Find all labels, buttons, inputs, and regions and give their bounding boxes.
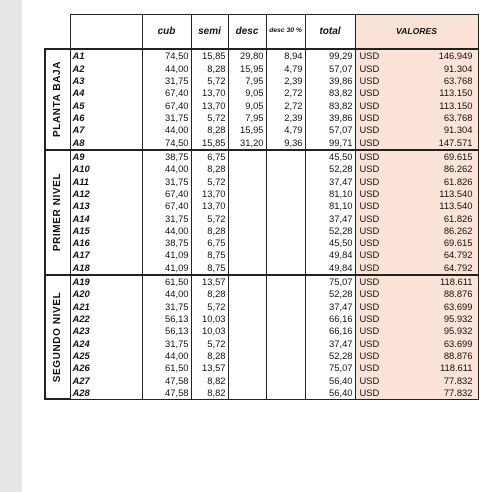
desc-cell: 31,20 bbox=[228, 136, 266, 149]
desc-cell bbox=[228, 261, 266, 274]
table-row bbox=[45, 163, 478, 175]
unit-code-cell: A8 bbox=[70, 136, 142, 149]
desc30-cell: 8,94 bbox=[266, 49, 305, 62]
semi-cell: 13,70 bbox=[191, 99, 228, 111]
header-nivel-blank bbox=[45, 15, 70, 50]
desc30-cell: 2,39 bbox=[266, 75, 305, 87]
currency-cell: USD bbox=[355, 124, 400, 136]
unit-code-cell: A1 bbox=[70, 49, 142, 62]
currency-cell: USD bbox=[355, 75, 400, 87]
total-cell: 81,10 bbox=[305, 187, 355, 199]
cub-cell: 47,58 bbox=[142, 386, 191, 399]
unit-code-cell: A5 bbox=[70, 99, 142, 111]
table-row bbox=[45, 288, 478, 300]
floor-level-label: SEGUNDO NIVEL bbox=[51, 291, 63, 383]
price-value-cell: 64.792 bbox=[400, 249, 478, 261]
page-edge-shadow bbox=[0, 0, 22, 492]
currency-cell: USD bbox=[355, 362, 400, 374]
floor-level-label: PRIMER NIVEL bbox=[51, 172, 63, 252]
floor-level-label-cell bbox=[45, 150, 70, 275]
price-value-cell: 91.304 bbox=[400, 124, 478, 136]
semi-cell: 8,28 bbox=[191, 288, 228, 300]
price-value-cell: 64.792 bbox=[400, 261, 478, 274]
total-cell: 39,86 bbox=[305, 112, 355, 124]
table-row bbox=[45, 150, 478, 163]
total-cell: 57,07 bbox=[305, 62, 355, 74]
desc-cell bbox=[228, 150, 266, 163]
price-value-cell: 86.262 bbox=[400, 163, 478, 175]
table-row bbox=[45, 112, 478, 124]
semi-cell: 5,72 bbox=[191, 300, 228, 312]
header-valores: VALORES bbox=[355, 15, 478, 50]
price-value-cell: 77.832 bbox=[400, 386, 478, 399]
table-row bbox=[45, 224, 478, 236]
unit-code-cell: A17 bbox=[70, 249, 142, 261]
desc30-cell: 2,39 bbox=[266, 112, 305, 124]
currency-cell: USD bbox=[355, 136, 400, 149]
table-row bbox=[45, 75, 478, 87]
unit-code-cell: A23 bbox=[70, 325, 142, 337]
currency-cell: USD bbox=[355, 212, 400, 224]
total-cell: 52,28 bbox=[305, 350, 355, 362]
price-value-cell: 146.949 bbox=[400, 49, 478, 62]
unit-code-cell: A9 bbox=[70, 150, 142, 163]
desc30-cell: 4,79 bbox=[266, 124, 305, 136]
semi-cell: 13,57 bbox=[191, 275, 228, 288]
header-cub: cub bbox=[142, 15, 191, 50]
price-value-cell: 113.540 bbox=[400, 187, 478, 199]
currency-cell: USD bbox=[355, 275, 400, 288]
desc30-cell bbox=[266, 300, 305, 312]
desc-cell bbox=[228, 249, 266, 261]
currency-cell: USD bbox=[355, 163, 400, 175]
price-value-cell: 118.611 bbox=[400, 362, 478, 374]
cub-cell: 38,75 bbox=[142, 150, 191, 163]
unit-code-cell: A27 bbox=[70, 374, 142, 386]
desc30-cell: 9,36 bbox=[266, 136, 305, 149]
table-row bbox=[45, 362, 478, 374]
table-row bbox=[45, 350, 478, 362]
table-row bbox=[45, 374, 478, 386]
desc30-cell bbox=[266, 200, 305, 212]
table-row bbox=[45, 237, 478, 249]
desc-cell: 15,95 bbox=[228, 62, 266, 74]
cub-cell: 31,75 bbox=[142, 175, 191, 187]
unit-price-table bbox=[44, 14, 479, 400]
semi-cell: 5,72 bbox=[191, 112, 228, 124]
header-semi: semi bbox=[191, 15, 228, 50]
total-cell: 83,82 bbox=[305, 99, 355, 111]
price-value-cell: 113.540 bbox=[400, 200, 478, 212]
semi-cell: 5,72 bbox=[191, 75, 228, 87]
cub-cell: 47,58 bbox=[142, 374, 191, 386]
unit-code-cell: A7 bbox=[70, 124, 142, 136]
desc30-cell bbox=[266, 275, 305, 288]
desc30-cell bbox=[266, 350, 305, 362]
desc30-cell bbox=[266, 337, 305, 349]
table-body bbox=[45, 49, 478, 399]
semi-cell: 8,82 bbox=[191, 386, 228, 399]
unit-code-cell: A3 bbox=[70, 75, 142, 87]
currency-cell: USD bbox=[355, 112, 400, 124]
semi-cell: 8,28 bbox=[191, 62, 228, 74]
table-row bbox=[45, 325, 478, 337]
semi-cell: 8,82 bbox=[191, 374, 228, 386]
cub-cell: 31,75 bbox=[142, 300, 191, 312]
desc30-cell bbox=[266, 175, 305, 187]
pricing-spreadsheet bbox=[44, 14, 477, 456]
table-row bbox=[45, 261, 478, 274]
desc-cell bbox=[228, 350, 266, 362]
cub-cell: 38,75 bbox=[142, 237, 191, 249]
currency-cell: USD bbox=[355, 150, 400, 163]
total-cell: 49,84 bbox=[305, 249, 355, 261]
total-cell: 49,84 bbox=[305, 261, 355, 274]
header-unit bbox=[70, 15, 142, 50]
semi-cell: 8,75 bbox=[191, 261, 228, 274]
unit-code-cell: A26 bbox=[70, 362, 142, 374]
currency-cell: USD bbox=[355, 200, 400, 212]
total-cell: 37,47 bbox=[305, 300, 355, 312]
unit-code-cell: A19 bbox=[70, 275, 142, 288]
cub-cell: 74,50 bbox=[142, 136, 191, 149]
table-row bbox=[45, 249, 478, 261]
cub-cell: 67,40 bbox=[142, 99, 191, 111]
total-cell: 56,40 bbox=[305, 374, 355, 386]
table-row bbox=[45, 136, 478, 149]
total-cell: 66,16 bbox=[305, 313, 355, 325]
desc30-cell bbox=[266, 288, 305, 300]
cub-cell: 31,75 bbox=[142, 212, 191, 224]
currency-cell: USD bbox=[355, 337, 400, 349]
unit-code-cell: A6 bbox=[70, 112, 142, 124]
unit-code-cell: A2 bbox=[70, 62, 142, 74]
price-value-cell: 61.826 bbox=[400, 212, 478, 224]
desc-cell bbox=[228, 313, 266, 325]
table-row bbox=[45, 337, 478, 349]
unit-code-cell: A21 bbox=[70, 300, 142, 312]
currency-cell: USD bbox=[355, 187, 400, 199]
cub-cell: 56,13 bbox=[142, 313, 191, 325]
currency-cell: USD bbox=[355, 175, 400, 187]
currency-cell: USD bbox=[355, 300, 400, 312]
price-value-cell: 69.615 bbox=[400, 237, 478, 249]
desc30-cell: 2,72 bbox=[266, 99, 305, 111]
desc30-cell: 4,79 bbox=[266, 62, 305, 74]
semi-cell: 13,70 bbox=[191, 187, 228, 199]
desc30-cell bbox=[266, 163, 305, 175]
table-row bbox=[45, 124, 478, 136]
unit-code-cell: A16 bbox=[70, 237, 142, 249]
desc-cell: 15,95 bbox=[228, 124, 266, 136]
price-value-cell: 95.932 bbox=[400, 325, 478, 337]
currency-cell: USD bbox=[355, 49, 400, 62]
floor-level-label-cell bbox=[45, 49, 70, 150]
total-cell: 52,28 bbox=[305, 163, 355, 175]
total-cell: 45,50 bbox=[305, 237, 355, 249]
cub-cell: 44,00 bbox=[142, 163, 191, 175]
semi-cell: 10,03 bbox=[191, 313, 228, 325]
desc30-cell bbox=[266, 313, 305, 325]
currency-cell: USD bbox=[355, 261, 400, 274]
unit-code-cell: A28 bbox=[70, 386, 142, 399]
desc-cell bbox=[228, 362, 266, 374]
cub-cell: 61,50 bbox=[142, 275, 191, 288]
cub-cell: 56,13 bbox=[142, 325, 191, 337]
table-row bbox=[45, 62, 478, 74]
semi-cell: 8,28 bbox=[191, 163, 228, 175]
currency-cell: USD bbox=[355, 62, 400, 74]
price-value-cell: 63.768 bbox=[400, 75, 478, 87]
unit-code-cell: A20 bbox=[70, 288, 142, 300]
table-row bbox=[45, 99, 478, 111]
cub-cell: 74,50 bbox=[142, 49, 191, 62]
desc-cell bbox=[228, 224, 266, 236]
currency-cell: USD bbox=[355, 313, 400, 325]
total-cell: 66,16 bbox=[305, 325, 355, 337]
table-row bbox=[45, 313, 478, 325]
cub-cell: 67,40 bbox=[142, 87, 191, 99]
total-cell: 99,29 bbox=[305, 49, 355, 62]
cub-cell: 44,00 bbox=[142, 62, 191, 74]
price-value-cell: 63.699 bbox=[400, 300, 478, 312]
table-row bbox=[45, 212, 478, 224]
desc-cell: 7,95 bbox=[228, 112, 266, 124]
header-desc: desc bbox=[228, 15, 266, 50]
unit-code-cell: A4 bbox=[70, 87, 142, 99]
unit-code-cell: A18 bbox=[70, 261, 142, 274]
currency-cell: USD bbox=[355, 325, 400, 337]
desc-cell bbox=[228, 212, 266, 224]
total-cell: 56,40 bbox=[305, 386, 355, 399]
total-cell: 39,86 bbox=[305, 75, 355, 87]
price-value-cell: 91.304 bbox=[400, 62, 478, 74]
table-row bbox=[45, 200, 478, 212]
total-cell: 75,07 bbox=[305, 275, 355, 288]
cub-cell: 44,00 bbox=[142, 288, 191, 300]
desc-cell bbox=[228, 275, 266, 288]
price-value-cell: 88.876 bbox=[400, 350, 478, 362]
unit-code-cell: A15 bbox=[70, 224, 142, 236]
semi-cell: 13,57 bbox=[191, 362, 228, 374]
unit-code-cell: A22 bbox=[70, 313, 142, 325]
total-cell: 37,47 bbox=[305, 175, 355, 187]
desc-cell bbox=[228, 300, 266, 312]
desc-cell bbox=[228, 288, 266, 300]
header-total: total bbox=[305, 15, 355, 50]
semi-cell: 5,72 bbox=[191, 175, 228, 187]
semi-cell: 8,28 bbox=[191, 224, 228, 236]
desc-cell bbox=[228, 337, 266, 349]
unit-code-cell: A25 bbox=[70, 350, 142, 362]
semi-cell: 15,85 bbox=[191, 136, 228, 149]
price-value-cell: 61.826 bbox=[400, 175, 478, 187]
desc-cell: 9,05 bbox=[228, 99, 266, 111]
semi-cell: 6,75 bbox=[191, 150, 228, 163]
cub-cell: 44,00 bbox=[142, 224, 191, 236]
cub-cell: 44,00 bbox=[142, 124, 191, 136]
cub-cell: 67,40 bbox=[142, 200, 191, 212]
price-value-cell: 113.150 bbox=[400, 87, 478, 99]
desc30-cell bbox=[266, 237, 305, 249]
unit-code-cell: A13 bbox=[70, 200, 142, 212]
cub-cell: 31,75 bbox=[142, 337, 191, 349]
semi-cell: 5,72 bbox=[191, 212, 228, 224]
currency-cell: USD bbox=[355, 350, 400, 362]
desc-cell: 9,05 bbox=[228, 87, 266, 99]
desc-cell bbox=[228, 163, 266, 175]
table-row bbox=[45, 175, 478, 187]
desc-cell bbox=[228, 200, 266, 212]
table-row bbox=[45, 49, 478, 62]
semi-cell: 8,28 bbox=[191, 124, 228, 136]
currency-cell: USD bbox=[355, 374, 400, 386]
total-cell: 52,28 bbox=[305, 224, 355, 236]
desc30-cell bbox=[266, 261, 305, 274]
semi-cell: 5,72 bbox=[191, 337, 228, 349]
semi-cell: 6,75 bbox=[191, 237, 228, 249]
semi-cell: 8,28 bbox=[191, 350, 228, 362]
cub-cell: 41,09 bbox=[142, 249, 191, 261]
total-cell: 75,07 bbox=[305, 362, 355, 374]
price-value-cell: 147.571 bbox=[400, 136, 478, 149]
desc30-cell bbox=[266, 150, 305, 163]
price-value-cell: 113.150 bbox=[400, 99, 478, 111]
currency-cell: USD bbox=[355, 224, 400, 236]
cub-cell: 67,40 bbox=[142, 187, 191, 199]
semi-cell: 15,85 bbox=[191, 49, 228, 62]
unit-code-cell: A10 bbox=[70, 163, 142, 175]
desc-cell bbox=[228, 187, 266, 199]
desc-cell bbox=[228, 325, 266, 337]
price-value-cell: 86.262 bbox=[400, 224, 478, 236]
price-value-cell: 63.768 bbox=[400, 112, 478, 124]
cub-cell: 61,50 bbox=[142, 362, 191, 374]
desc30-cell bbox=[266, 187, 305, 199]
unit-code-cell: A24 bbox=[70, 337, 142, 349]
table-row bbox=[45, 187, 478, 199]
total-cell: 52,28 bbox=[305, 288, 355, 300]
total-cell: 37,47 bbox=[305, 212, 355, 224]
total-cell: 83,82 bbox=[305, 87, 355, 99]
price-value-cell: 63.699 bbox=[400, 337, 478, 349]
cub-cell: 31,75 bbox=[142, 75, 191, 87]
desc-cell: 7,95 bbox=[228, 75, 266, 87]
price-value-cell: 77.832 bbox=[400, 374, 478, 386]
price-value-cell: 118.611 bbox=[400, 275, 478, 288]
table-row bbox=[45, 386, 478, 399]
desc-cell bbox=[228, 237, 266, 249]
desc30-cell bbox=[266, 325, 305, 337]
price-value-cell: 88.876 bbox=[400, 288, 478, 300]
currency-cell: USD bbox=[355, 288, 400, 300]
desc30-cell bbox=[266, 386, 305, 399]
semi-cell: 13,70 bbox=[191, 200, 228, 212]
desc30-cell bbox=[266, 374, 305, 386]
currency-cell: USD bbox=[355, 237, 400, 249]
desc-cell bbox=[228, 175, 266, 187]
floor-level-label-cell bbox=[45, 275, 70, 400]
table-row bbox=[45, 300, 478, 312]
table-row bbox=[45, 87, 478, 99]
desc-cell: 29,80 bbox=[228, 49, 266, 62]
desc30-cell bbox=[266, 212, 305, 224]
semi-cell: 10,03 bbox=[191, 325, 228, 337]
unit-code-cell: A12 bbox=[70, 187, 142, 199]
price-value-cell: 95.932 bbox=[400, 313, 478, 325]
semi-cell: 13,70 bbox=[191, 87, 228, 99]
header-row bbox=[45, 15, 478, 50]
total-cell: 57,07 bbox=[305, 124, 355, 136]
unit-code-cell: A14 bbox=[70, 212, 142, 224]
currency-cell: USD bbox=[355, 99, 400, 111]
semi-cell: 8,75 bbox=[191, 249, 228, 261]
total-cell: 81,10 bbox=[305, 200, 355, 212]
table-row bbox=[45, 275, 478, 288]
desc30-cell bbox=[266, 224, 305, 236]
desc30-cell bbox=[266, 362, 305, 374]
floor-level-label: PLANTA BAJA bbox=[51, 61, 63, 138]
cub-cell: 31,75 bbox=[142, 112, 191, 124]
total-cell: 99,71 bbox=[305, 136, 355, 149]
desc30-cell bbox=[266, 249, 305, 261]
total-cell: 45,50 bbox=[305, 150, 355, 163]
currency-cell: USD bbox=[355, 249, 400, 261]
cub-cell: 44,00 bbox=[142, 350, 191, 362]
header-desc-30: desc 30 % bbox=[266, 15, 305, 50]
desc-cell bbox=[228, 386, 266, 399]
desc30-cell: 2,72 bbox=[266, 87, 305, 99]
currency-cell: USD bbox=[355, 386, 400, 399]
desc-cell bbox=[228, 374, 266, 386]
currency-cell: USD bbox=[355, 87, 400, 99]
total-cell: 37,47 bbox=[305, 337, 355, 349]
price-value-cell: 69.615 bbox=[400, 150, 478, 163]
unit-code-cell: A11 bbox=[70, 175, 142, 187]
cub-cell: 41,09 bbox=[142, 261, 191, 274]
